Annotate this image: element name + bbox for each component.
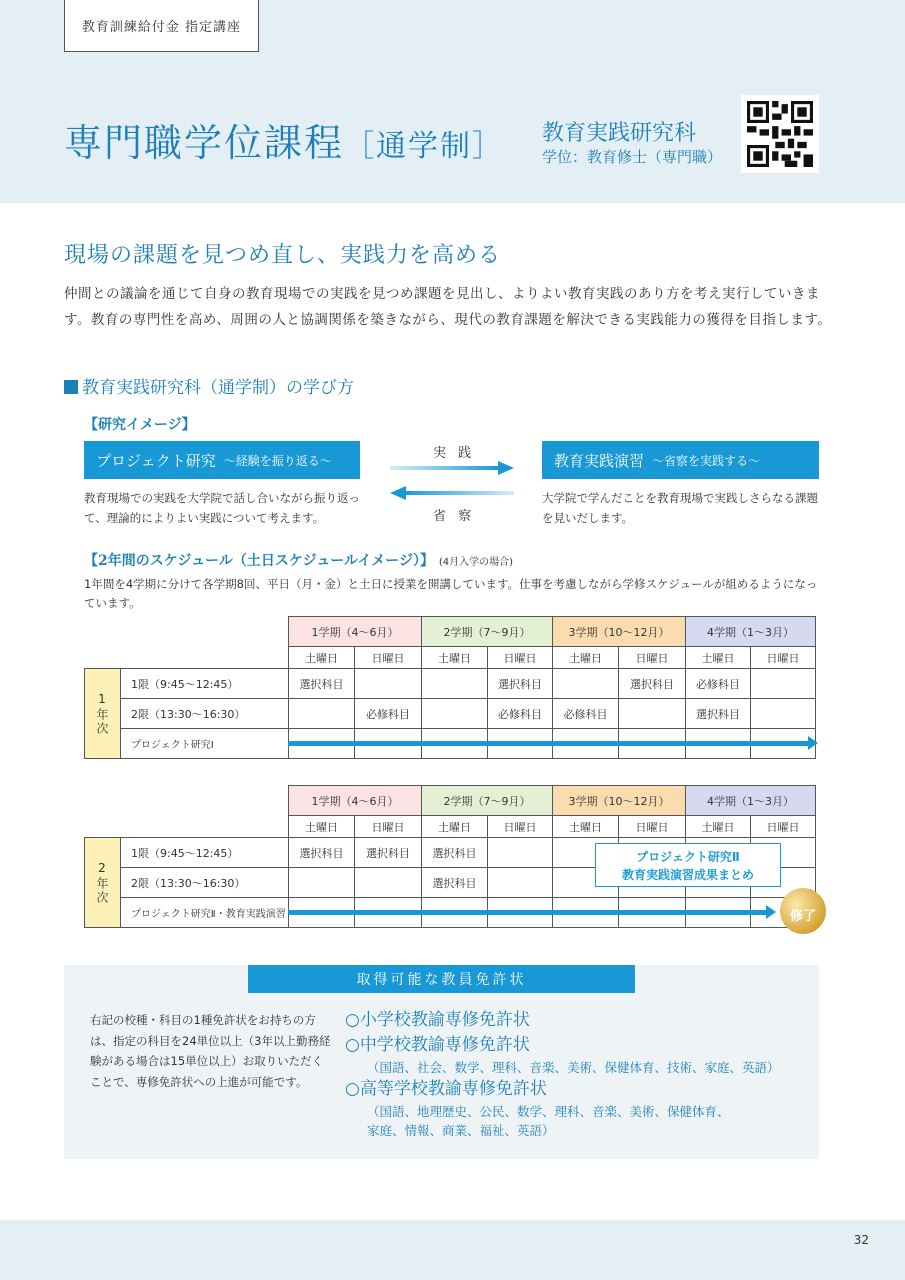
class-cell: 選択科目 xyxy=(355,838,422,868)
day-header: 土曜日 xyxy=(289,647,355,669)
license-item: ○高等学校教諭専修免許状 xyxy=(345,1079,547,1099)
class-cell xyxy=(289,868,355,898)
schedule-table-year1 xyxy=(84,616,816,759)
term-header: 4学期（1～3月） xyxy=(686,786,816,816)
day-header: 土曜日 xyxy=(553,647,619,669)
term-header: 1学期（4～6月） xyxy=(289,617,422,647)
page-number: 32 xyxy=(853,1233,869,1247)
project-callout-line2: 教育実践演習成果まとめ xyxy=(621,868,754,882)
license-note: 右記の校種・科目の1種免許状をお持ちの方は、指定の科目を24単位以上（3年以上勤務経験がある場合は15単位以上）お取りいただくことで、専修免許状への上進が可能です。 xyxy=(90,1013,331,1089)
license-item: ○小学校教諭専修免許状 xyxy=(345,1010,530,1030)
license-subjects: （国語、地理歴史、公民、数学、理科、音楽、美術、保健体育、 xyxy=(367,1104,730,1119)
term-header: 3学期（10～12月） xyxy=(553,786,686,816)
year-label: 1年次 xyxy=(85,669,121,759)
class-cell: 選択科目 xyxy=(289,838,355,868)
project-progress-bar-year2 xyxy=(288,910,766,915)
class-cell xyxy=(289,699,355,729)
term-header: 1学期（4～6月） xyxy=(289,786,422,816)
qr-code-icon xyxy=(747,101,813,167)
day-header: 日曜日 xyxy=(751,647,816,669)
footer-band xyxy=(0,1220,905,1280)
term-header: 2学期（7～9月） xyxy=(422,786,553,816)
day-header: 土曜日 xyxy=(686,816,751,838)
arrow-right-icon xyxy=(390,461,514,475)
license-item: ○中学校教諭専修免許状 xyxy=(345,1035,530,1055)
class-cell xyxy=(355,868,422,898)
class-cell xyxy=(619,699,686,729)
day-header: 土曜日 xyxy=(289,816,355,838)
class-cell: 選択科目 xyxy=(422,868,488,898)
day-header: 日曜日 xyxy=(355,647,422,669)
department-name: 教育実践研究科 xyxy=(542,121,697,146)
day-header: 日曜日 xyxy=(751,816,816,838)
class-cell: 選択科目 xyxy=(686,699,751,729)
project-label: プロジェクト研究Ⅱ・教育実践演習 xyxy=(121,898,289,928)
project-callout-line1: プロジェクト研究Ⅱ xyxy=(636,850,740,864)
reflection-label: 省 察 xyxy=(433,509,476,524)
blank-cell xyxy=(85,786,289,816)
period-label: 2限（13:30～16:30） xyxy=(121,699,289,729)
degree-name: 学位：教育修士（専門職） xyxy=(542,148,723,166)
class-cell: 必修科目 xyxy=(553,699,619,729)
class-cell xyxy=(422,699,488,729)
project-callout xyxy=(595,843,781,887)
class-cell xyxy=(751,669,816,699)
license-subjects: 家庭、情報、商業、福祉、英語） xyxy=(367,1123,555,1138)
class-cell xyxy=(488,868,553,898)
title-sub: ［通学制］ xyxy=(344,129,505,164)
period-label: 1限（9:45～12:45） xyxy=(121,669,289,699)
day-header: 日曜日 xyxy=(488,816,553,838)
title-main: 専門職学位課程 xyxy=(64,121,345,165)
class-cell xyxy=(422,669,488,699)
project-research-box xyxy=(84,441,360,479)
day-header: 土曜日 xyxy=(553,816,619,838)
class-cell xyxy=(751,699,816,729)
section-heading-text: 教育実践研究科（通学制）の学び方 xyxy=(82,378,354,398)
practice-seminar-desc: 大学院で学んだことを教育現場で実践しさらなる課題を見いだします。 xyxy=(542,491,818,525)
schedule-heading-note: (4月入学の場合) xyxy=(438,557,513,568)
practice-seminar-sub: ～省察を実践する～ xyxy=(652,453,761,468)
square-bullet-icon xyxy=(64,380,78,394)
class-cell xyxy=(355,669,422,699)
research-heading: 【研究イメージ】 xyxy=(84,417,196,433)
term-header: 3学期（10～12月） xyxy=(553,617,686,647)
qr-code[interactable] xyxy=(741,95,819,173)
year-label: 2年次 xyxy=(85,838,121,928)
practice-label: 実 践 xyxy=(433,446,476,461)
blank-cell xyxy=(85,816,289,838)
section-heading xyxy=(64,373,354,398)
intro-text: 仲間との議論を通じて自身の教育現場での実践を見つめ課題を見出し、よりよい教育実践のあり方を考え実行していきます。教育の専門性を高め、周囲の人と協調関係を築きながら、現代の教育課題を解決できる実践能力の獲得を目指します。 xyxy=(64,286,832,328)
period-label: 2限（13:30～16:30） xyxy=(121,868,289,898)
class-cell: 選択科目 xyxy=(289,669,355,699)
term-header: 4学期（1～3月） xyxy=(686,617,816,647)
project-research-desc: 教育現場での実践を大学院で話し合いながら振り返って、理論的によりよい実践について考えます。 xyxy=(84,491,360,525)
completion-seal-icon: 修了 xyxy=(780,888,826,934)
day-header: 土曜日 xyxy=(686,647,751,669)
blank-cell xyxy=(85,617,289,647)
class-cell: 必修科目 xyxy=(686,669,751,699)
day-header: 日曜日 xyxy=(488,647,553,669)
project-label: プロジェクト研究Ⅰ xyxy=(121,729,289,759)
project-research-title: プロジェクト研究 xyxy=(96,451,216,470)
arrow-left-icon xyxy=(390,486,514,500)
day-header: 土曜日 xyxy=(422,816,488,838)
blank-cell xyxy=(85,647,289,669)
course-badge: 教育訓練給付金 指定講座 xyxy=(64,0,259,52)
day-header: 日曜日 xyxy=(355,816,422,838)
practice-seminar-title: 教育実践演習 xyxy=(554,451,645,470)
intro-heading: 現場の課題を見つめ直し、実践力を高める xyxy=(64,243,502,268)
class-cell: 選択科目 xyxy=(422,838,488,868)
class-cell: 選択科目 xyxy=(619,669,686,699)
class-cell xyxy=(488,838,553,868)
schedule-heading xyxy=(84,550,513,570)
page-title xyxy=(64,112,504,167)
class-cell: 選択科目 xyxy=(488,669,553,699)
practice-seminar-box xyxy=(542,441,819,479)
license-list xyxy=(345,1008,815,1140)
license-subjects: （国語、社会、数学、理科、音楽、美術、保健体育、技術、家庭、英語） xyxy=(367,1060,780,1075)
project-progress-bar-year1 xyxy=(288,741,808,746)
day-header: 土曜日 xyxy=(422,647,488,669)
schedule-note: 1年間を4学期に分けて各学期8回、平日（月・金）と土日に授業を開講しています。仕事を考慮しながら学修スケジュールが組めるようになっています。 xyxy=(84,577,818,610)
class-cell xyxy=(553,669,619,699)
day-header: 日曜日 xyxy=(619,816,686,838)
class-cell: 必修科目 xyxy=(488,699,553,729)
project-research-sub: ～経験を振り返る～ xyxy=(223,453,332,468)
license-title: 取得可能な教員免許状 xyxy=(248,965,635,993)
term-header: 2学期（7～9月） xyxy=(422,617,553,647)
schedule-heading-text: 【2年間のスケジュール（土日スケジュールイメージ）】 xyxy=(84,553,434,569)
period-label: 1限（9:45～12:45） xyxy=(121,838,289,868)
class-cell: 必修科目 xyxy=(355,699,422,729)
day-header: 日曜日 xyxy=(619,647,686,669)
